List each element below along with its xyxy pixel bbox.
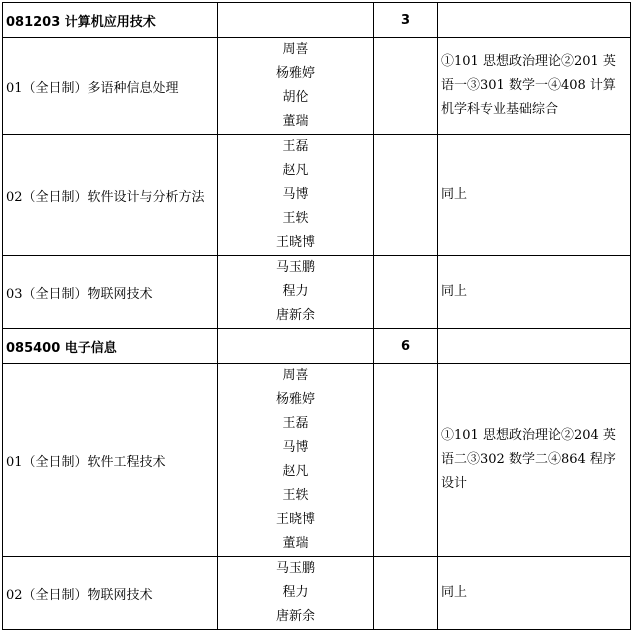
direction-row [3, 364, 631, 557]
major-code-name: 085400 电子信息 [3, 329, 218, 364]
tutor-name: 王轶 [282, 211, 309, 226]
exam-subjects: 同上 [438, 135, 631, 256]
direction-name: 02（全日制）软件设计与分析方法 [3, 135, 218, 256]
exam-cell-empty [438, 329, 631, 364]
tutor-name: 程力 [282, 284, 309, 299]
tutor-name: 马玉鹏 [275, 260, 315, 275]
tutor-name: 王磊 [282, 416, 309, 431]
tutor-name: 赵凡 [282, 163, 309, 178]
direction-name: 01（全日制）软件工程技术 [3, 364, 218, 557]
tutor-name: 马博 [282, 187, 309, 202]
tutor-list [218, 364, 374, 557]
tutor-name: 马玉鹏 [275, 561, 315, 576]
tutor-name: 杨雅婷 [275, 392, 315, 407]
tutor-name: 唐新余 [275, 609, 315, 624]
tutor-name: 杨雅婷 [275, 66, 315, 81]
major-code-name: 081203 计算机应用技术 [3, 3, 218, 38]
count-cell-empty [374, 256, 438, 329]
tutor-cell-empty [218, 3, 374, 38]
tutor-name: 王晓博 [275, 512, 315, 527]
exam-subjects: 同上 [438, 557, 631, 630]
tutor-name: 胡伦 [282, 90, 309, 105]
tutor-name: 董瑞 [282, 114, 309, 129]
tutor-name: 王轶 [282, 488, 309, 503]
exam-cell-empty [438, 3, 631, 38]
direction-name: 02（全日制）物联网技术 [3, 557, 218, 630]
tutor-name: 唐新余 [275, 308, 315, 323]
tutor-name: 王磊 [282, 139, 309, 154]
tutor-name: 周喜 [282, 368, 309, 383]
tutor-name: 程力 [282, 585, 309, 600]
direction-name: 01（全日制）多语种信息处理 [3, 38, 218, 135]
direction-row [3, 256, 631, 329]
enrollment-table [2, 2, 631, 630]
tutor-name: 马博 [282, 440, 309, 455]
tutor-name: 赵凡 [282, 464, 309, 479]
direction-row [3, 38, 631, 135]
direction-row [3, 135, 631, 256]
exam-subjects: 同上 [438, 256, 631, 329]
enrollment-count: 6 [374, 329, 438, 364]
tutor-list [218, 135, 374, 256]
tutor-name: 董瑞 [282, 536, 309, 551]
direction-row [3, 557, 631, 630]
count-cell-empty [374, 364, 438, 557]
tutor-list [218, 557, 374, 630]
count-cell-empty [374, 557, 438, 630]
exam-subjects: ①101 思想政治理论②204 英语二③302 数学二④864 程序设计 [438, 364, 631, 557]
count-cell-empty [374, 135, 438, 256]
direction-name: 03（全日制）物联网技术 [3, 256, 218, 329]
exam-subjects: ①101 思想政治理论②201 英语一③301 数学一④408 计算机学科专业基础综合 [438, 38, 631, 135]
major-row [3, 3, 631, 38]
tutor-name: 周喜 [282, 42, 309, 57]
count-cell-empty [374, 38, 438, 135]
tutor-cell-empty [218, 329, 374, 364]
tutor-list [218, 38, 374, 135]
enrollment-count: 3 [374, 3, 438, 38]
tutor-list [218, 256, 374, 329]
major-row [3, 329, 631, 364]
tutor-name: 王晓博 [275, 235, 315, 250]
